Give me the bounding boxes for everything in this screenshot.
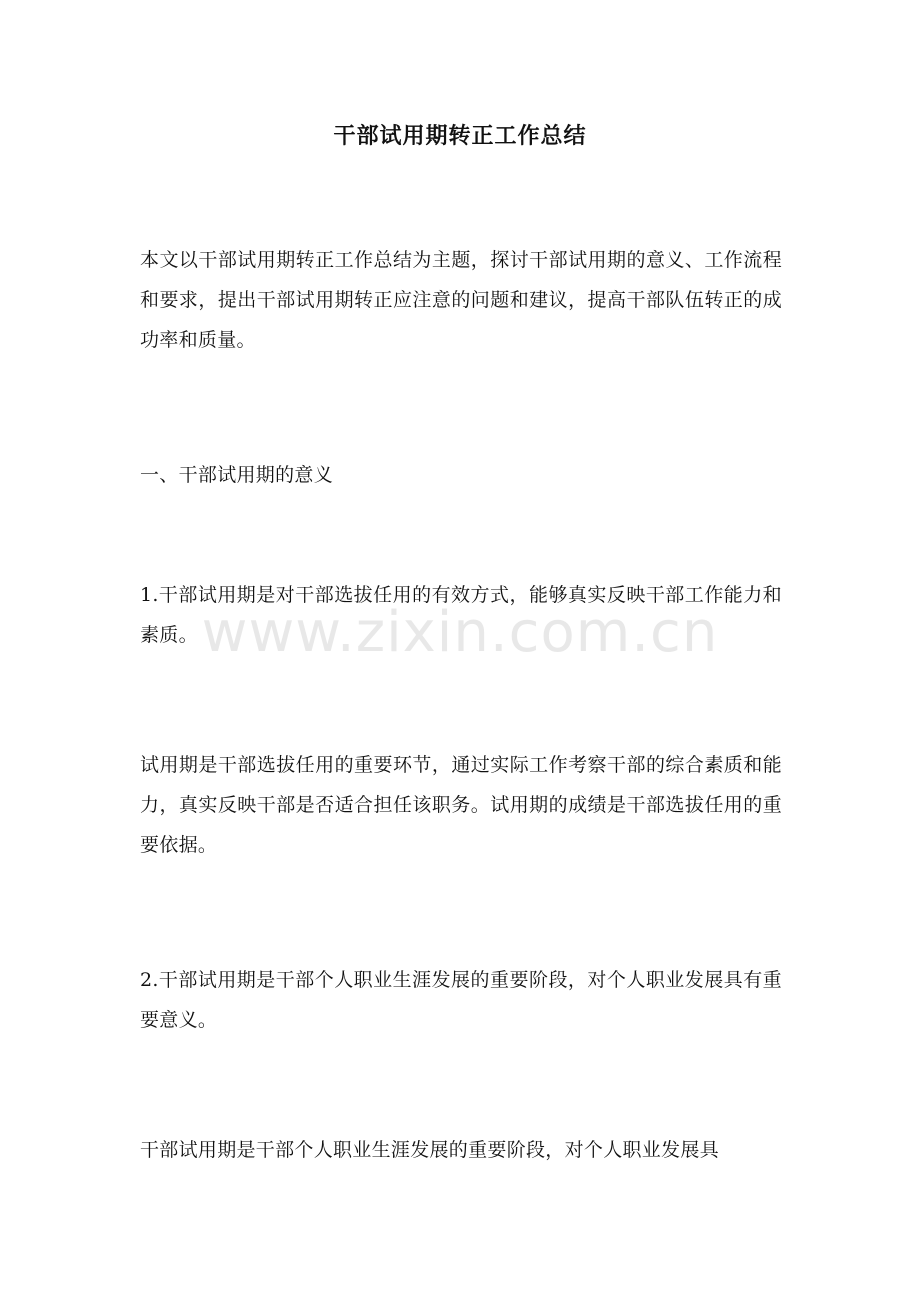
point-1-detail-paragraph: 试用期是干部选拔任用的重要环节，通过实际工作考察干部的综合素质和能力，真实反映干部是否适合担任该职务。试用期的成绩是干部选拔任用的重要依据。 — [140, 754, 782, 856]
document-title: 干部试用期转正工作总结 — [333, 123, 587, 149]
intro-paragraph: 本文以干部试用期转正工作总结为主题，探讨干部试用期的意义、工作流程和要求，提出干部试用期转正应注意的问题和建议，提高干部队伍转正的成功率和质量。 — [140, 249, 782, 351]
watermark-text: www.zixin.com.cn — [201, 600, 719, 665]
point-2-detail-paragraph: 干部试用期是干部个人职业生涯发展的重要阶段，对个人职业发展具 — [140, 1139, 720, 1161]
section-heading-1: 一、干部试用期的意义 — [140, 464, 334, 486]
point-2-paragraph: 2.干部试用期是干部个人职业生涯发展的重要阶段，对个人职业发展具有重要意义。 — [140, 969, 782, 1031]
point-1-paragraph: 1.干部试用期是对干部选拔任用的有效方式，能够真实反映干部工作能力和素质。 — [140, 584, 782, 646]
